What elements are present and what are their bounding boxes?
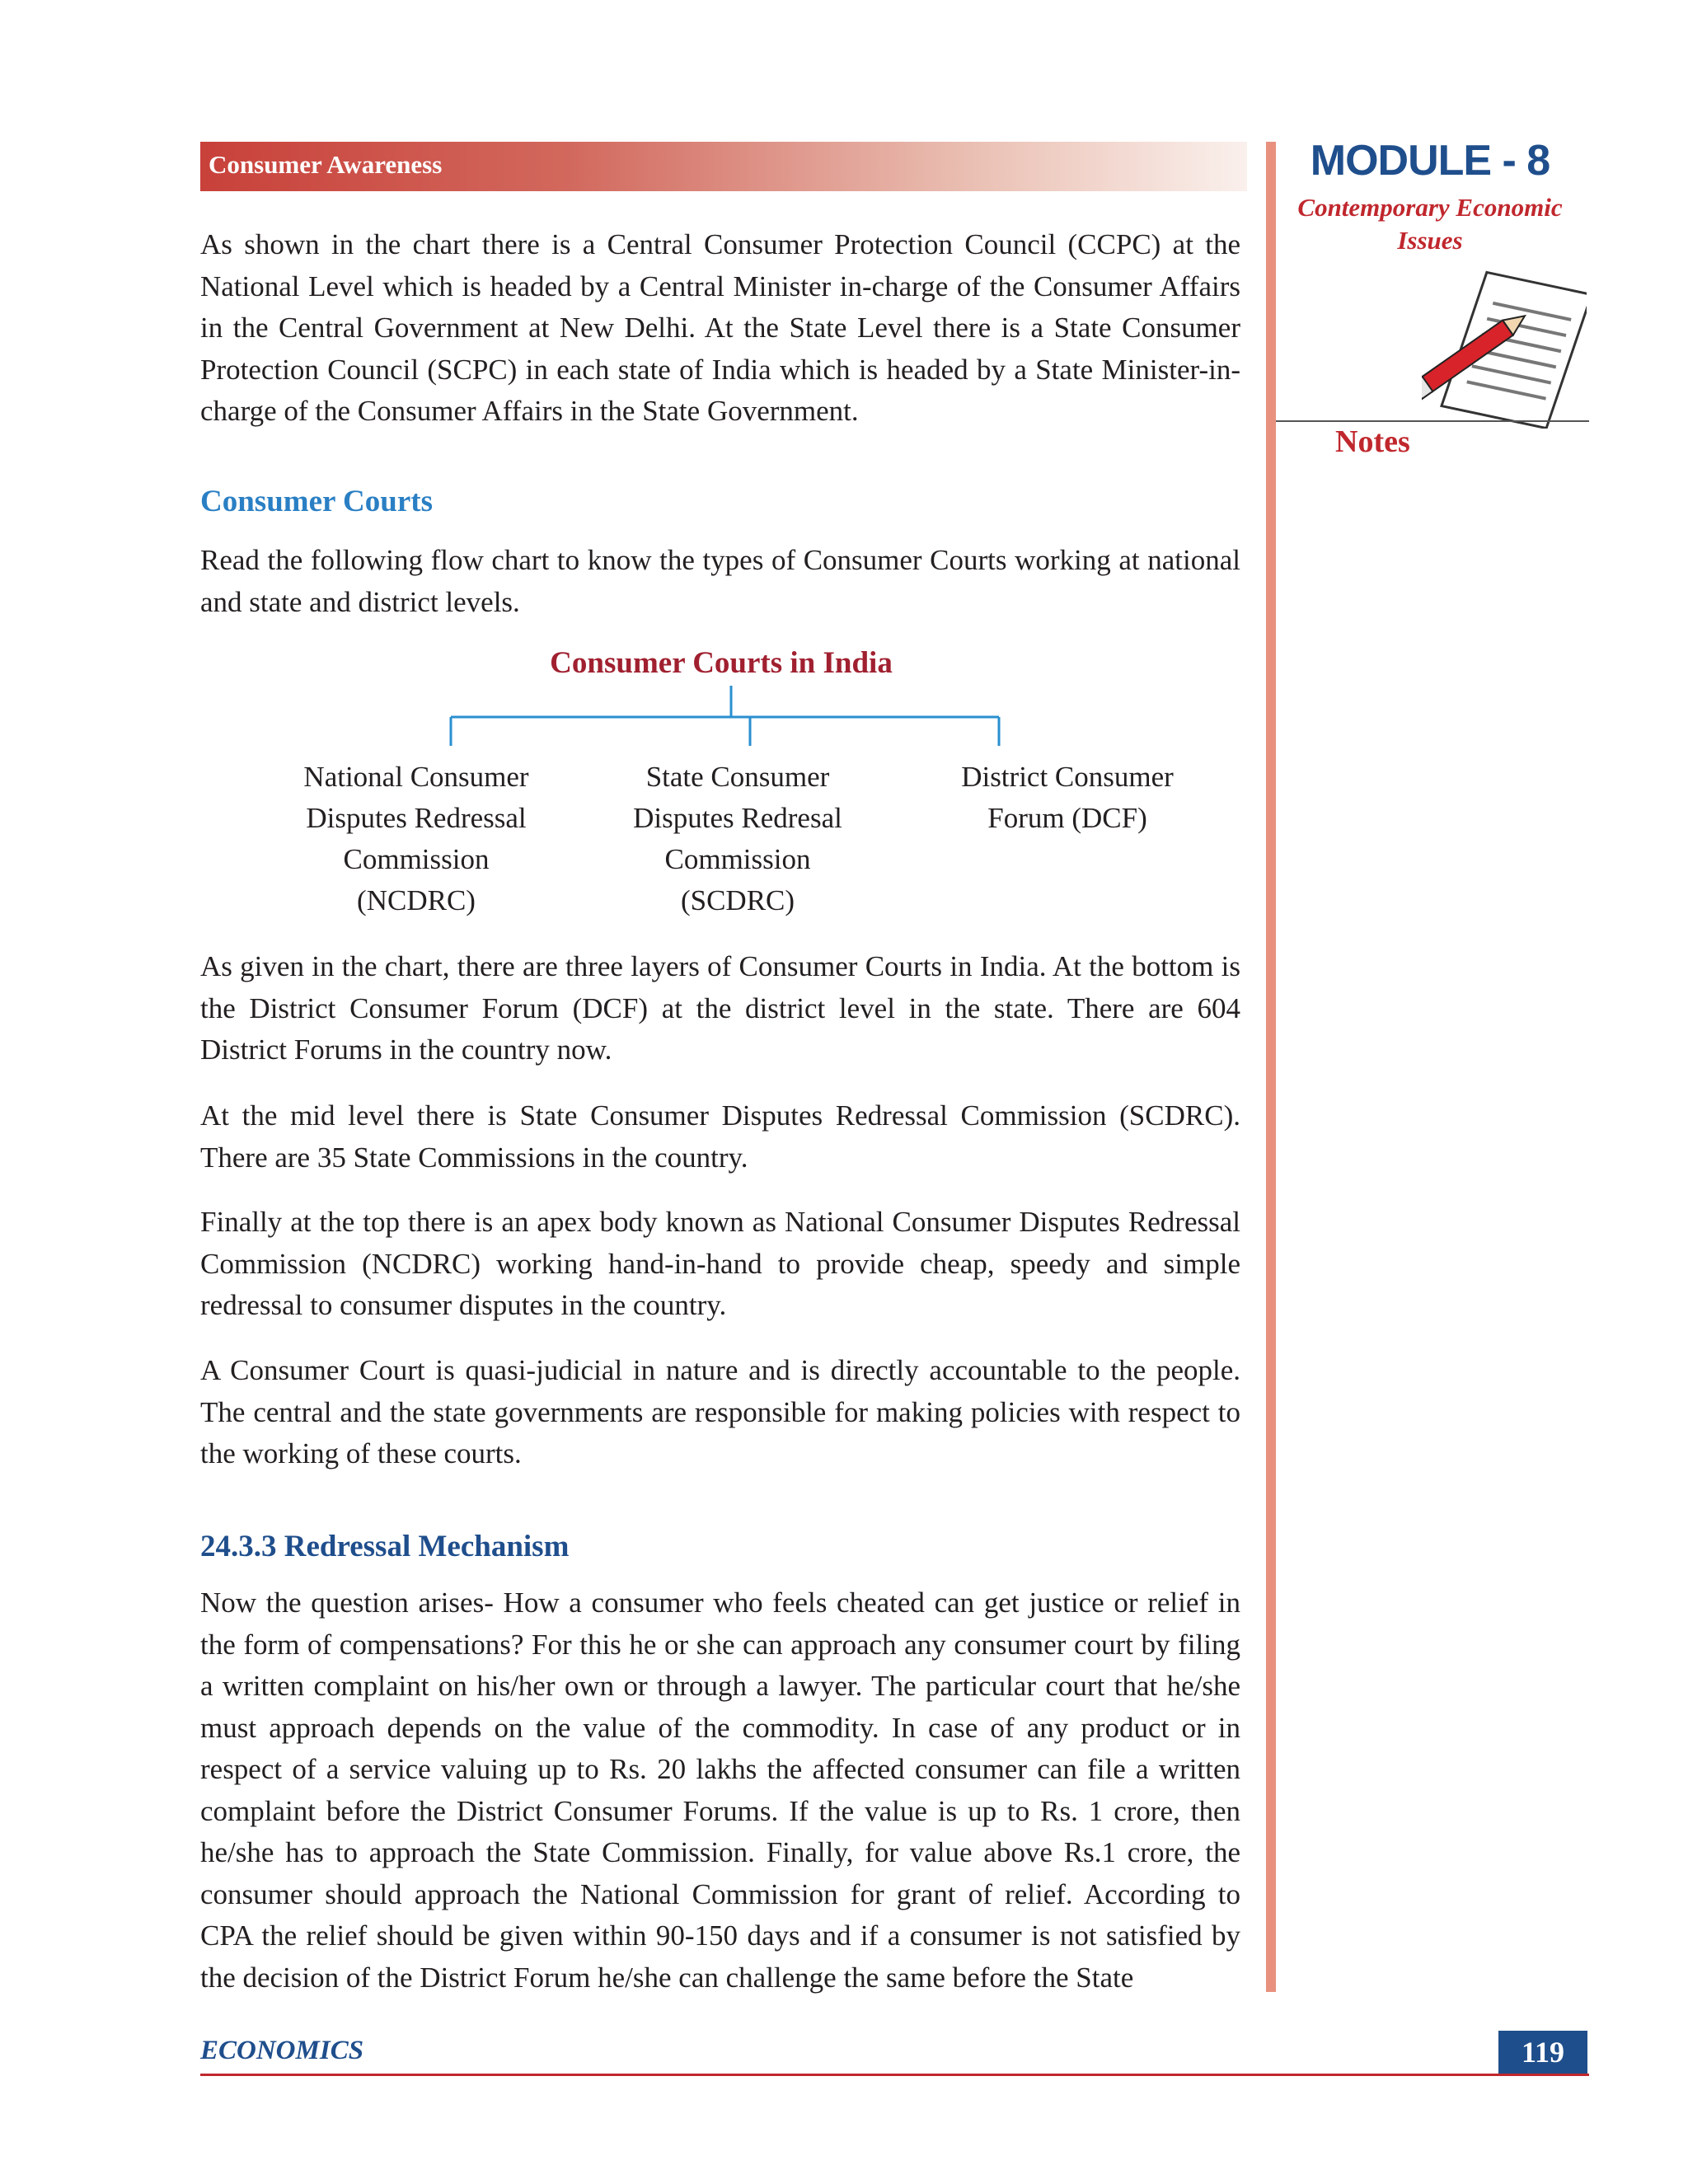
body-paragraph: At the mid level there is State Consumer Disputes Redressal Commission (SCDRC). There are 35 State Commissions in the country. — [200, 1099, 1240, 1174]
chart-node-line: Disputes Redresal — [633, 802, 842, 834]
body-paragraph: Finally at the top there is an apex body known as National Consumer Disputes Redressal Commission (NCDRC) working hand-in-hand to provide cheap, speedy and simple redressal to consumer disputes in the country. — [200, 1206, 1240, 1321]
chart-node-ncdrc — [268, 757, 565, 921]
chart-node-line: (NCDRC) — [357, 884, 476, 916]
consumer-courts-intro: Read the following flow chart to know the types of Consumer Courts working at national and state and district levels. — [200, 544, 1240, 618]
module-title: MODULE - 8 — [1310, 137, 1550, 185]
chart-node-line: Commission — [664, 843, 811, 875]
redressal-paragraph: Now the question arises- How a consumer who feels cheated can get justice or relief in the form of compensations? For this he or she can approach any consumer court by filing a written complaint on his/her own or through a lawyer. The particular court that he/she must approach depends on the value of the commodity. In case of any product or in respect of a service valuing up to Rs. 20 lakhs the affected consumer can file a written complaint before the District Consumer Forums. If the value is up to Rs. 1 crore, then he/she has to approach the State Commission. Finally, for value above Rs.1 crore, the consumer should approach the National Commission for grant of relief. According to CPA the relief should be given within 90-150 days and if a consumer is not satisfied by the decision of the District Forum he/she can challenge the same before the State — [200, 1586, 1240, 1994]
section-title: Consumer Awareness — [209, 150, 443, 179]
page-number: 119 — [1498, 2031, 1587, 2074]
module-subtitle: Contemporary Economic Issues — [1297, 193, 1563, 255]
chart-node-line: District Consumer — [961, 761, 1174, 793]
margin-rule — [1266, 142, 1276, 1992]
consumer-courts-intro-block — [200, 540, 1240, 623]
redressal-heading: 24.3.3 Redressal Mechanism — [200, 1530, 570, 1563]
intro-paragraph-block — [200, 224, 1240, 433]
chart-title: Consumer Courts in India — [550, 646, 893, 680]
chart-node-line: Disputes Redressal — [306, 802, 527, 834]
footer-subject: ECONOMICS — [200, 2036, 364, 2065]
chart-node-line: Forum (DCF) — [987, 802, 1147, 834]
chart-node-scdrc — [589, 757, 886, 921]
notes-pencil-icon — [1422, 264, 1587, 429]
consumer-courts-heading: Consumer Courts — [200, 485, 433, 518]
intro-paragraph: As shown in the chart there is a Central Consumer Protection Council (CCPC) at the National Level which is headed by a Central Minister in-charge of the Consumer Affairs in the Central Government at New Delhi. At the State Level there is a State Consumer Protection Council (SCPC) in each state of India which is headed by a State Minister-in-charge of the Consumer Affairs in the State Government. — [200, 228, 1240, 427]
body-paragraph-1-block — [200, 946, 1240, 1071]
chart-node-line: National Consumer — [303, 761, 529, 793]
body-paragraph-2-block — [200, 1095, 1240, 1179]
body-paragraph-3-block — [200, 1202, 1240, 1327]
chart-node-line: (SCDRC) — [680, 884, 795, 916]
body-paragraph-4-block — [200, 1350, 1240, 1475]
notes-label: Notes — [1335, 424, 1410, 459]
footer-rule — [200, 2074, 1589, 2076]
body-paragraph: As given in the chart, there are three layers of Consumer Courts in India. At the bottom is the District Consumer Forum (DCF) at the district level in the state. There are 604 District Forums in the country now. — [200, 950, 1240, 1066]
notes-divider — [1276, 420, 1589, 422]
section-header-band — [200, 142, 1247, 191]
chart-node-dcf — [919, 757, 1216, 839]
chart-node-line: Commission — [343, 843, 490, 875]
body-paragraph: A Consumer Court is quasi-judicial in nature and is directly accountable to the people. The central and the state governments are responsible for making policies with respect to the working of these courts. — [200, 1354, 1240, 1469]
redressal-paragraph-block — [200, 1582, 1240, 1999]
chart-node-line: State Consumer — [645, 761, 830, 793]
